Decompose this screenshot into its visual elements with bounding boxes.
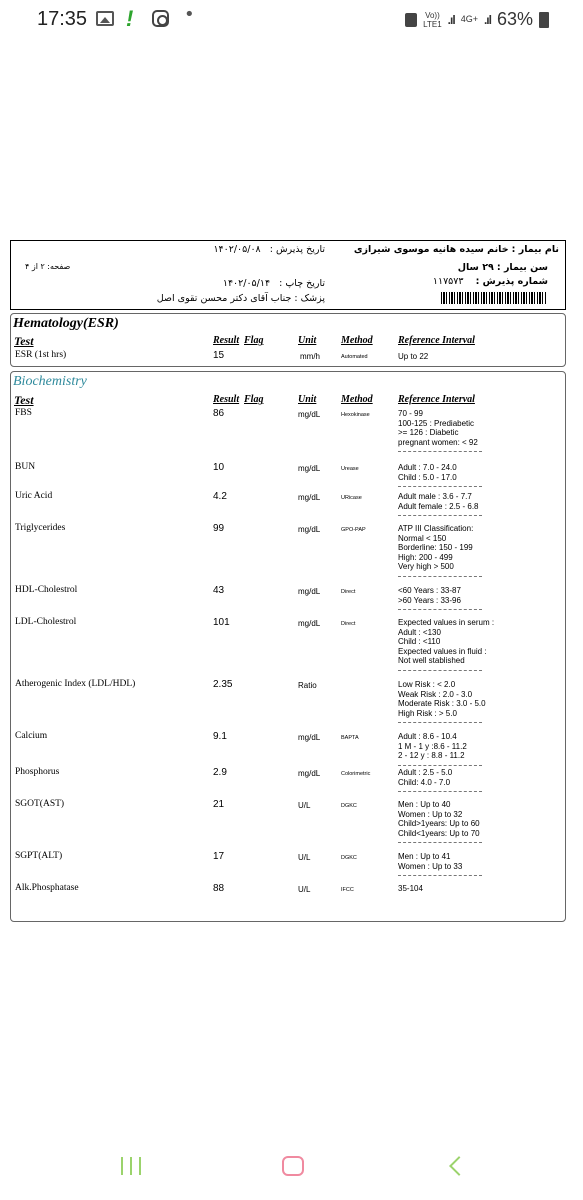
doctor-row: پزشک : جناب آقای دکتر محسن تقوی اصل xyxy=(156,293,325,304)
reference-line: Moderate Risk : 3.0 - 5.0 xyxy=(398,699,486,708)
test-unit: mg/dL xyxy=(298,493,321,502)
reference-line: Child<1years: Up to 70 xyxy=(398,828,480,838)
reference-line: Child : 5.0 - 17.0 xyxy=(398,472,457,482)
biochemistry-section xyxy=(10,371,566,922)
hematology-section xyxy=(10,313,566,367)
reference-line: Adult : 2.5 - 5.0 xyxy=(398,768,453,777)
test-unit: mg/dL xyxy=(298,769,321,778)
admission-number-row: شماره پذیرش : ۱۱۷۵۷۳ xyxy=(432,276,548,287)
reference-line: Women : Up to 33 xyxy=(398,861,463,871)
test-result: 21 xyxy=(213,799,225,810)
test-unit: U/L xyxy=(298,853,311,862)
test-result: 17 xyxy=(213,851,225,862)
admission-barcode xyxy=(441,292,547,304)
test-name: BUN xyxy=(15,462,36,472)
reference-line: Adult : 8.6 - 10.4 xyxy=(398,732,457,741)
reference-line: Adult : <130 xyxy=(398,627,441,637)
test-result: 9.1 xyxy=(213,731,227,742)
admission-date-row: تاریخ پذیرش : ۱۴۰۲/۰۵/۰۸ xyxy=(213,244,325,255)
patient-header xyxy=(10,240,566,310)
battery-icon xyxy=(539,12,549,28)
reference-line: 100-125 : Prediabetic xyxy=(398,418,475,428)
reference-line: Women : Up to 32 xyxy=(398,809,463,819)
test-name: FBS xyxy=(15,408,32,418)
test-reference xyxy=(398,800,482,846)
reference-line: Child : <110 xyxy=(398,637,441,646)
recent-apps-button[interactable] xyxy=(121,1157,141,1175)
reference-line: Child: 4.0 - 7.0 xyxy=(398,777,451,787)
reference-line: Men : Up to 41 xyxy=(398,852,451,861)
reference-line: Very high > 500 xyxy=(398,562,454,571)
test-unit: U/L xyxy=(298,885,311,894)
test-result: 101 xyxy=(213,617,230,628)
reference-separator xyxy=(398,447,482,452)
test-result: 2.9 xyxy=(213,767,227,778)
test-name: Atherogenic Index (LDL/HDL) xyxy=(15,679,136,689)
reference-line: 1 M - 1 y :8.6 - 11.2 xyxy=(398,741,467,751)
test-reference xyxy=(398,463,482,490)
page-info: صفحه: ۲ از ۴ xyxy=(25,262,71,271)
patient-age-row: سن بیمار : ۲۹ سال xyxy=(457,262,548,273)
test-name: Calcium xyxy=(15,731,48,741)
test-name: SGOT(AST) xyxy=(15,799,65,809)
test-method: DGKC xyxy=(341,855,357,861)
test-result: 99 xyxy=(213,523,225,534)
reference-separator xyxy=(398,572,482,577)
reference-line: High Risk : > 5.0 xyxy=(398,708,457,718)
test-reference xyxy=(398,768,482,795)
reference-separator xyxy=(398,605,482,610)
col-method: Method xyxy=(341,335,373,346)
test-reference: Up to 22 xyxy=(398,352,429,361)
test-name: SGPT(ALT) xyxy=(15,851,63,861)
reference-separator xyxy=(398,761,482,766)
test-result: 10 xyxy=(213,462,225,473)
test-unit: mg/dL xyxy=(298,619,321,628)
test-reference xyxy=(398,409,482,455)
test-result: 2.35 xyxy=(213,679,233,690)
test-method: Hexokinase xyxy=(341,412,370,418)
test-method: Colorimetric xyxy=(341,771,371,777)
reference-line: Child>1years: Up to 60 xyxy=(398,819,480,828)
test-method: GPO-PAP xyxy=(341,527,366,533)
navigation-bar xyxy=(0,1145,583,1189)
reference-line: >60 Years : 33-96 xyxy=(398,595,461,605)
test-reference xyxy=(398,680,486,726)
col-result: Result xyxy=(213,335,240,346)
col-result: Result xyxy=(213,394,240,405)
col-method: Method xyxy=(341,394,373,405)
status-right xyxy=(405,9,549,30)
test-reference xyxy=(398,852,482,879)
reference-line: 70 - 99 xyxy=(398,409,423,418)
reference-line: Weak Risk : 2.0 - 3.0 xyxy=(398,689,473,699)
print-date-row: تاریخ چاپ : ۱۴۰۲/۰۵/۱۴ xyxy=(222,278,325,289)
status-time: 17:35 xyxy=(37,8,88,30)
network-type-icon: 4G+ xyxy=(460,14,478,24)
alert-notification-icon: ! xyxy=(126,6,134,31)
test-reference xyxy=(398,732,482,769)
test-name: HDL-Cholestrol xyxy=(15,585,78,595)
status-bar xyxy=(0,0,583,40)
test-unit: Ratio xyxy=(298,681,317,690)
test-name: ESR (1st hrs) xyxy=(15,350,67,360)
lock-icon xyxy=(405,13,417,27)
test-method: Direct xyxy=(341,621,356,627)
test-method: BAPTA xyxy=(341,735,359,741)
col-test: Test xyxy=(14,393,34,407)
test-method: Direct xyxy=(341,589,356,595)
reference-separator xyxy=(398,482,482,487)
reference-line: >= 126 : Diabetic xyxy=(398,428,459,437)
instagram-notification-icon xyxy=(152,10,169,27)
reference-line: Expected values in serum : xyxy=(398,618,495,627)
test-result: 43 xyxy=(213,585,225,596)
volte-icon: Vo)) LTE1 xyxy=(423,10,442,29)
col-reference: Reference Interval xyxy=(398,335,475,346)
reference-separator xyxy=(398,838,482,843)
test-method: URicase xyxy=(341,495,362,501)
test-result: 15 xyxy=(213,350,225,361)
reference-line: Normal < 150 xyxy=(398,533,447,543)
col-unit: Unit xyxy=(298,394,317,405)
reference-line: Adult male : 3.6 - 7.7 xyxy=(398,492,472,501)
test-name: LDL-Cholestrol xyxy=(15,617,77,627)
reference-separator xyxy=(398,718,482,723)
col-flag: Flag xyxy=(244,335,264,346)
biochemistry-title: Biochemistry xyxy=(13,374,87,389)
test-unit: mg/dL xyxy=(298,464,321,473)
test-name: Alk.Phosphatase xyxy=(15,883,79,893)
test-result: 4.2 xyxy=(213,491,227,502)
back-button[interactable] xyxy=(449,1156,469,1176)
test-reference xyxy=(398,586,482,613)
signal-1-icon: .ıl xyxy=(447,12,455,27)
test-unit: U/L xyxy=(298,801,311,810)
reference-separator xyxy=(398,511,482,516)
test-name: Triglycerides xyxy=(15,523,66,533)
col-unit: Unit xyxy=(298,335,317,346)
hematology-title: Hematology(ESR) xyxy=(13,316,119,331)
col-reference: Reference Interval xyxy=(398,394,475,405)
reference-line: Low Risk : < 2.0 xyxy=(398,680,456,689)
test-reference xyxy=(398,524,482,580)
test-method: DGKC xyxy=(341,803,357,809)
reference-line: Borderline: 150 - 199 xyxy=(398,543,473,552)
col-flag: Flag xyxy=(244,394,264,405)
test-reference xyxy=(398,492,482,519)
test-method: Urease xyxy=(341,466,359,472)
patient-name-row: نام بیمار : خانم سیده هانیه موسوی شیرازی xyxy=(353,244,559,255)
reference-line: ATP III Classification: xyxy=(398,524,474,533)
reference-line: High: 200 - 499 xyxy=(398,552,453,562)
test-reference xyxy=(398,618,494,674)
col-test: Test xyxy=(14,334,34,348)
reference-separator xyxy=(398,871,482,876)
home-button[interactable] xyxy=(282,1156,304,1176)
test-method: IFCC xyxy=(341,887,354,893)
signal-2-icon: .ıl xyxy=(483,12,491,27)
reference-line: <60 Years : 33-87 xyxy=(398,586,461,595)
test-reference xyxy=(398,884,423,894)
reference-line: Adult : 7.0 - 24.0 xyxy=(398,463,457,472)
reference-line: 2 - 12 y : 8.8 - 11.2 xyxy=(398,751,465,760)
test-method: Automated xyxy=(341,354,368,360)
test-name: Uric Acid xyxy=(15,491,53,501)
reference-separator xyxy=(398,666,482,671)
test-result: 88 xyxy=(213,883,225,894)
reference-line: 35-104 xyxy=(398,884,423,893)
test-unit: mg/dL xyxy=(298,525,321,534)
reference-separator xyxy=(398,787,482,792)
test-name: Phosphorus xyxy=(15,767,60,777)
test-result: 86 xyxy=(213,408,225,419)
reference-line: Not well stablished xyxy=(398,656,465,665)
reference-line: Adult female : 2.5 - 6.8 xyxy=(398,501,479,511)
test-unit: mm/h xyxy=(300,352,320,361)
reference-line: Expected values in fluid : xyxy=(398,646,487,656)
test-unit: mg/dL xyxy=(298,733,321,742)
battery-percent: 63% xyxy=(496,9,533,29)
reference-line: pregnant women: < 92 xyxy=(398,437,478,447)
test-unit: mg/dL xyxy=(298,587,321,596)
test-unit: mg/dL xyxy=(298,410,321,419)
gallery-notification-icon xyxy=(96,11,114,26)
more-notifications-icon: • xyxy=(184,4,195,25)
reference-line: Men : Up to 40 xyxy=(398,800,451,809)
